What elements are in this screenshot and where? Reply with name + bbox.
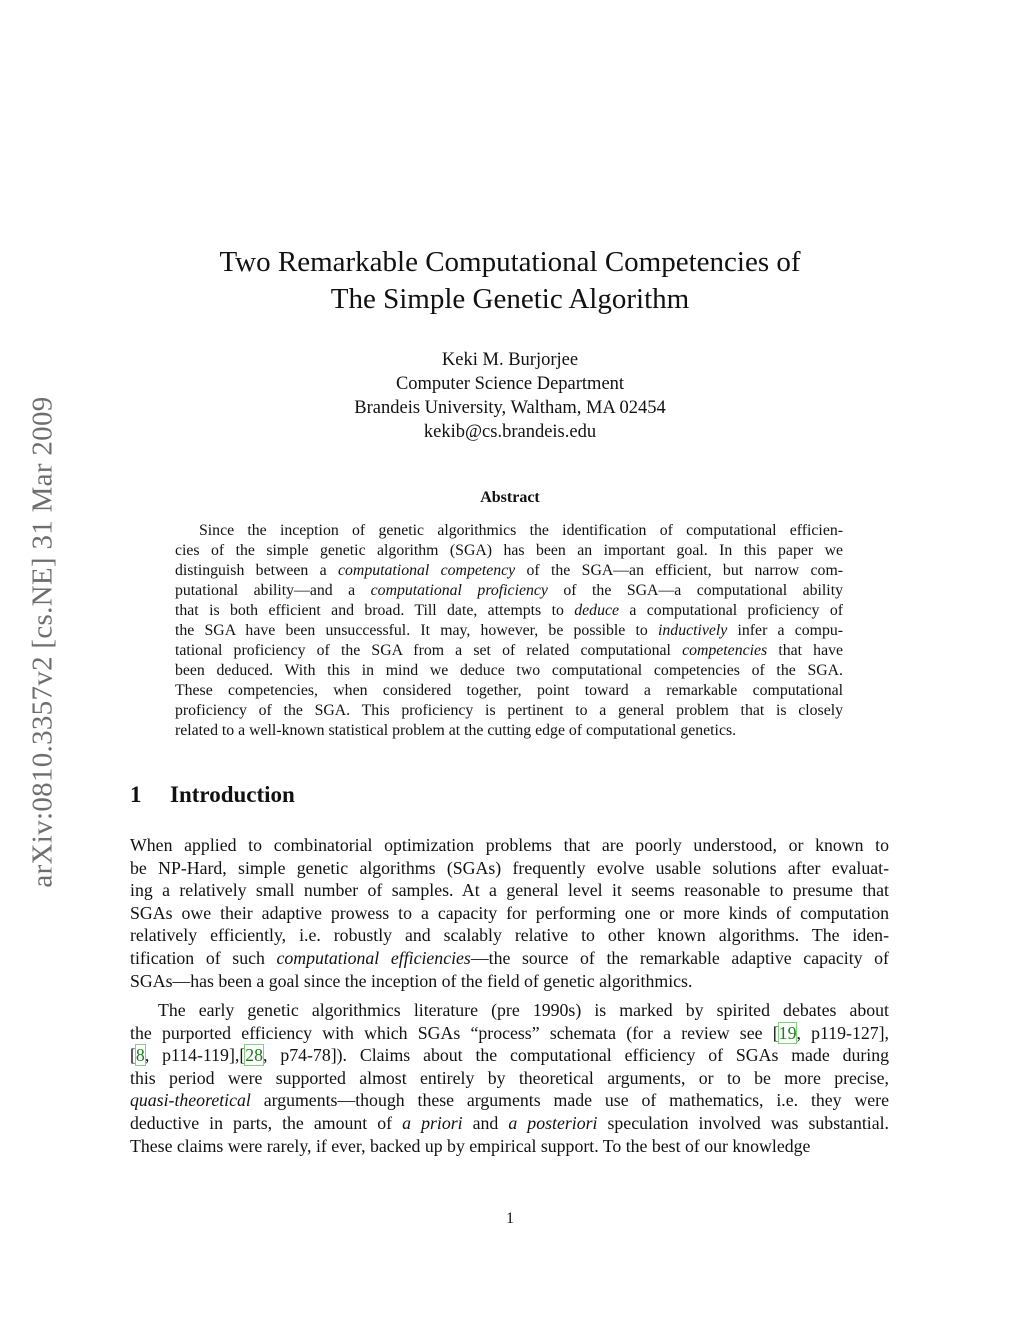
paragraph-line: SGAs—has been a goal since the inception of the field of genetic algorithmics. [130,970,693,991]
text-run: and [462,1112,509,1133]
arxiv-identifier-stamp: arXiv:0810.3357v2 [cs.NE] 31 Mar 2009 [26,396,59,888]
author-block [130,348,890,444]
emphasis-text: deduce [574,602,619,619]
abstract-line [175,621,843,641]
paragraph-line: SGAs owe their adaptive prowess to a capacity for performing one or more kinds of computation [130,902,889,923]
emphasis-text: computational competency [338,562,516,579]
abstract-heading: Abstract [480,489,540,506]
text-run: —the source of the remarkable adaptive capacity of [470,947,889,968]
text-run: of the SGA—a computational ability [547,582,843,599]
text-run: , p74-78]). Claims about the computational efficiency of SGAs made during [263,1045,889,1066]
title-line-2: The Simple Genetic Algorithm [330,283,690,315]
paragraph-line [130,1022,889,1045]
section-heading [130,782,295,808]
abstract-line [175,601,843,621]
text-run: the SGA have been unsuccessful. It may, however, be possible to [175,622,659,639]
paragraph-line: These claims were rarely, if ever, backed up by empirical support. To the best of our knowledge [130,1135,811,1156]
emphasis-text: computational efficiencies [276,947,471,968]
text-run: speculation involved was substantial. [597,1112,890,1133]
text-run: tification of such [130,947,277,968]
citation-link-8[interactable]: 8 [135,1045,145,1066]
abstract-line: related to a well-known statistical problem at the cutting edge of computational genetics. [175,722,737,739]
text-run: distinguish between a [175,562,339,579]
paragraph-line: be NP-Hard, simple genetic algorithms (SGAs) frequently evolve usable solutions after evaluat- [130,857,889,878]
text-run: arguments—though these arguments made use of mathematics, i.e. they were [250,1090,889,1111]
author-email: kekib@cs.brandeis.edu [423,422,597,442]
paragraph-line: relatively efficiently, i.e. robustly and scalably relative to other known algorithms. The iden- [130,925,889,946]
text-run: tational proficiency of the SGA from a set of related computational [175,642,683,659]
abstract-line [175,641,843,661]
text-run: deductive in parts, the amount of [130,1112,403,1133]
emphasis-text: a posteriori [508,1112,598,1133]
abstract-line: proficiency of the SGA. This proficiency is pertinent to a general problem that is closely [175,702,843,719]
paragraph-line [130,1112,889,1135]
text-run: a computational proficiency of [619,602,844,619]
emphasis-text: computational proficiency [370,582,548,599]
text-run: the purported efficiency with which SGAs “process” schemata (for a review see [ [130,1022,779,1043]
abstract-line: Since the inception of genetic algorithmics the identification of computational efficien- [199,522,843,539]
intro-paragraph-2 [130,999,889,1157]
text-run: , p119-127], [796,1022,889,1043]
paragraph-line: When applied to combinatorial optimization problems that are poorly understood, or known to [130,835,889,855]
author-department: Computer Science Department [395,374,625,394]
paragraph-line [130,947,889,970]
emphasis-text: competencies [682,642,768,659]
abstract-line: been deduced. With this in mind we deduce two computational competencies of the SGA. [175,662,843,679]
text-run: [ [130,1045,136,1066]
citation-link-28[interactable]: 28 [245,1045,264,1066]
citation-link-19[interactable]: 19 [778,1022,797,1043]
paragraph-line [130,1044,889,1067]
text-run: that is both efficient and broad. Till date, attempts to [175,602,575,619]
title-line-1: Two Remarkable Computational Competencies of [219,246,801,278]
emphasis-text: a priori [402,1112,463,1133]
paper-title [130,244,890,318]
intro-paragraph-1 [130,834,889,992]
section-title: Introduction [170,782,295,807]
text-run: infer a compu- [727,622,844,639]
abstract-line: cies of the simple genetic algorithm (SGA) has been an important goal. In this paper we [175,542,843,559]
abstract-line [175,581,843,601]
abstract-body [175,521,843,741]
abstract-line [175,561,843,581]
text-run: that have [767,642,843,659]
paragraph-line: The early genetic algorithmics literature (pre 1990s) is marked by spirited debates about [158,1000,889,1020]
author-name: Keki M. Burjorjee [441,350,579,370]
paragraph-line [130,1089,889,1112]
page-number: 1 [506,1210,514,1227]
section-number: 1 [130,782,142,807]
paragraph-line: ing a relatively small number of samples. At a general level it seems reasonable to presume that [130,880,889,901]
emphasis-text: inductively [658,622,728,639]
paragraph-line: this period were supported almost entirely by theoretical arguments, or to be more precise, [130,1067,889,1088]
text-run: , p114-119],[ [144,1045,246,1066]
text-run: putational ability—and a [175,582,371,599]
emphasis-text: quasi-theoretical [130,1090,251,1111]
abstract-line: These competencies, when considered together, point toward a remarkable computational [175,682,843,699]
text-run: of the SGA—an efficient, but narrow com- [515,562,843,579]
author-affiliation: Brandeis University, Waltham, MA 02454 [354,398,666,418]
